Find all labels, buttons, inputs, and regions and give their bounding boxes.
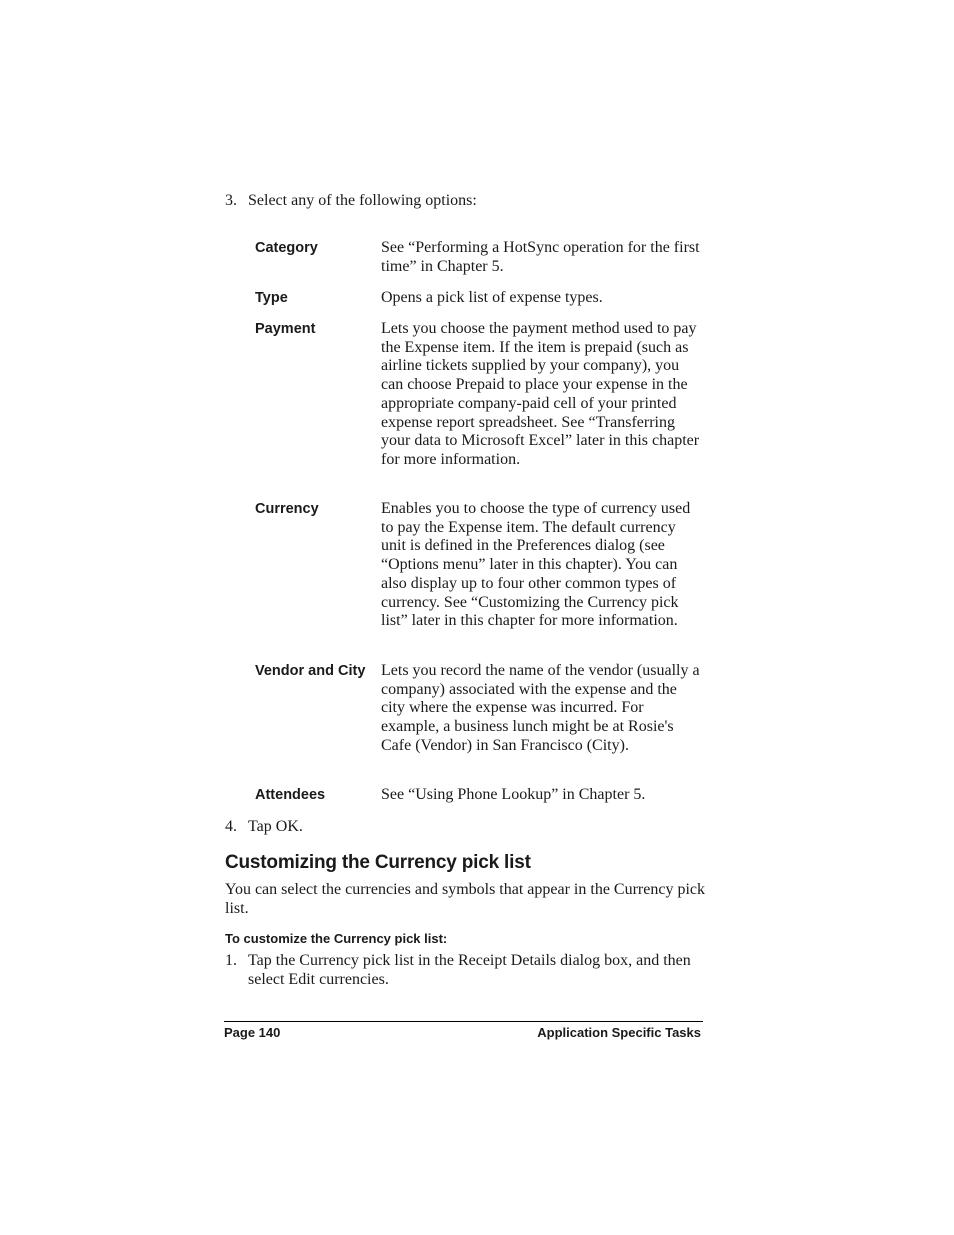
option-term-attendees: Attendees <box>255 787 326 803</box>
step-text: Tap the Currency pick list in the Receipt Details dialog box, and then select Edit currencies. <box>248 952 691 988</box>
option-term-vendor-and-city: Vendor and City <box>255 663 366 679</box>
footer-page-number: Page 140 <box>224 1025 281 1040</box>
option-term-currency: Currency <box>255 501 319 517</box>
step-number: 3. <box>225 192 237 209</box>
step-number: 4. <box>225 818 237 835</box>
option-term-category: Category <box>255 240 318 256</box>
option-desc-vendor-and-city: Lets you record the name of the vendor (usually a company) associated with the expense and the city where the expense was incurred. For example, a business lunch might be at Rosie's Cafe (Vendor) in San Francisco (City). <box>381 662 700 754</box>
procedure-title: To customize the Currency pick list: <box>225 931 448 946</box>
section-heading: Customizing the Currency pick list <box>225 852 531 873</box>
option-desc-currency: Enables you to choose the type of currency used to pay the Expense item. The default currency unit is defined in the Preferences dialog (see “Options menu” later in this chapter). You can also display up to four other common types of currency. See “Customizing the Currency pick list” later in this chapter for more information. <box>381 500 691 630</box>
option-desc-attendees: See “Using Phone Lookup” in Chapter 5. <box>381 786 646 803</box>
footer-rule <box>224 1021 703 1022</box>
option-desc-category: See “Performing a HotSync operation for the first time” in Chapter 5. <box>381 239 700 275</box>
option-term-payment: Payment <box>255 321 316 337</box>
footer-chapter-title: Application Specific Tasks <box>537 1025 701 1040</box>
step-text: Tap OK. <box>248 818 303 835</box>
option-term-type: Type <box>255 290 288 306</box>
step-number: 1. <box>225 952 237 969</box>
option-desc-payment: Lets you choose the payment method used to pay the Expense item. If the item is prepaid (such as airline tickets supplied by your company), you can choose Prepaid to place your expense in the appropriate company-paid cell of your printed expense report spreadsheet. See “Transferring your data to Microsoft Excel” later in this chapter for more information. <box>381 320 700 468</box>
option-desc-type: Opens a pick list of expense types. <box>381 289 603 306</box>
section-intro: You can select the currencies and symbols that appear in the Currency pick list. <box>225 881 705 917</box>
step-text: Select any of the following options: <box>248 192 477 209</box>
